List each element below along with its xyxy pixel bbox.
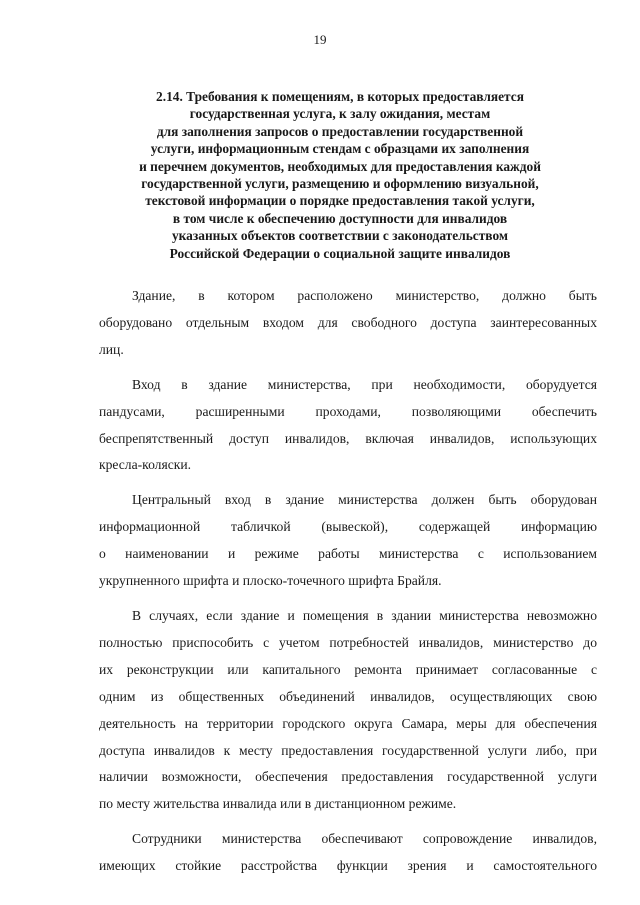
- text-line: кресла-коляски.: [99, 457, 192, 473]
- heading-line: указанных объектов соответствии с законодательством: [171, 228, 509, 244]
- paragraph: [99, 487, 597, 595]
- heading-line: для заполнения запросов о предоставлении государственной: [156, 123, 524, 139]
- text-line: их реконструкции или капитального ремонта принимает согласованные с: [99, 661, 597, 677]
- heading-line: и перечнем документов, необходимых для предоставления каждой: [139, 158, 541, 174]
- heading-line: 2.14. Требования к помещениям, в которых предоставляется: [156, 89, 524, 104]
- heading-line: услуги, информационным стендам с образцами их заполнения: [150, 141, 530, 157]
- text-line: о наименовании и режиме работы министерства с использованием: [99, 546, 597, 562]
- text-line: пандусами, расширенными проходами, позволяющими обеспечить: [99, 403, 597, 419]
- text-line: лиц.: [99, 341, 124, 357]
- text-line: наличии возможности, обеспечения предоставления государственной услуги: [99, 769, 597, 785]
- text-line: Центральный вход в здание министерства должен быть оборудован: [132, 492, 597, 508]
- paragraph: [99, 603, 597, 818]
- text-line: беспрепятственный доступ инвалидов, включая инвалидов, использующих: [99, 430, 597, 446]
- text-line: одним из общественных объединений инвалидов, осуществляющих свою: [99, 688, 597, 704]
- text-line: укрупненного шрифта и плоско-точечного шрифта Брайля.: [99, 573, 442, 589]
- heading-line: государственной услуги, размещению и оформлению визуальной,: [141, 176, 539, 192]
- section-heading: [100, 88, 580, 262]
- text-line: Здание, в котором расположено министерство, должно быть: [132, 288, 597, 303]
- body-text: [99, 283, 597, 880]
- text-line: имеющих стойкие расстройства функции зрения и самостоятельного: [99, 858, 597, 874]
- paragraph: [99, 372, 597, 480]
- text-line: информационной табличкой (вывеской), содержащей информацию: [99, 519, 597, 535]
- text-line: деятельность на территории городского округа Самара, меры для обеспечения: [99, 715, 597, 731]
- heading-line: в том числе к обеспечению доступности для инвалидов: [172, 210, 508, 226]
- heading-line: государственная услуга, к залу ожидания, местам: [189, 106, 491, 122]
- heading-line: Российской Федерации о социальной защите инвалидов: [169, 245, 511, 261]
- text-line: полностью приспособить с учетом потребностей инвалидов, министерство до: [99, 634, 597, 650]
- paragraph: [99, 826, 597, 880]
- paragraph: [99, 283, 597, 364]
- text-line: Вход в здание министерства, при необходимости, оборудуется: [132, 376, 597, 392]
- heading-line: текстовой информации о порядке предоставления такой услуги,: [145, 193, 535, 209]
- page-number: 19: [313, 32, 327, 47]
- text-line: доступа инвалидов к месту предоставления государственной услуги либо, при: [99, 742, 597, 758]
- text-line: по месту жительства инвалида или в дистанционном режиме.: [99, 796, 457, 812]
- text-line: оборудовано отдельным входом для свободного доступа заинтересованных: [99, 314, 597, 330]
- text-line: Сотрудники министерства обеспечивают сопровождение инвалидов,: [132, 831, 597, 847]
- text-line: В случаях, если здание и помещения в здании министерства невозможно: [132, 607, 597, 623]
